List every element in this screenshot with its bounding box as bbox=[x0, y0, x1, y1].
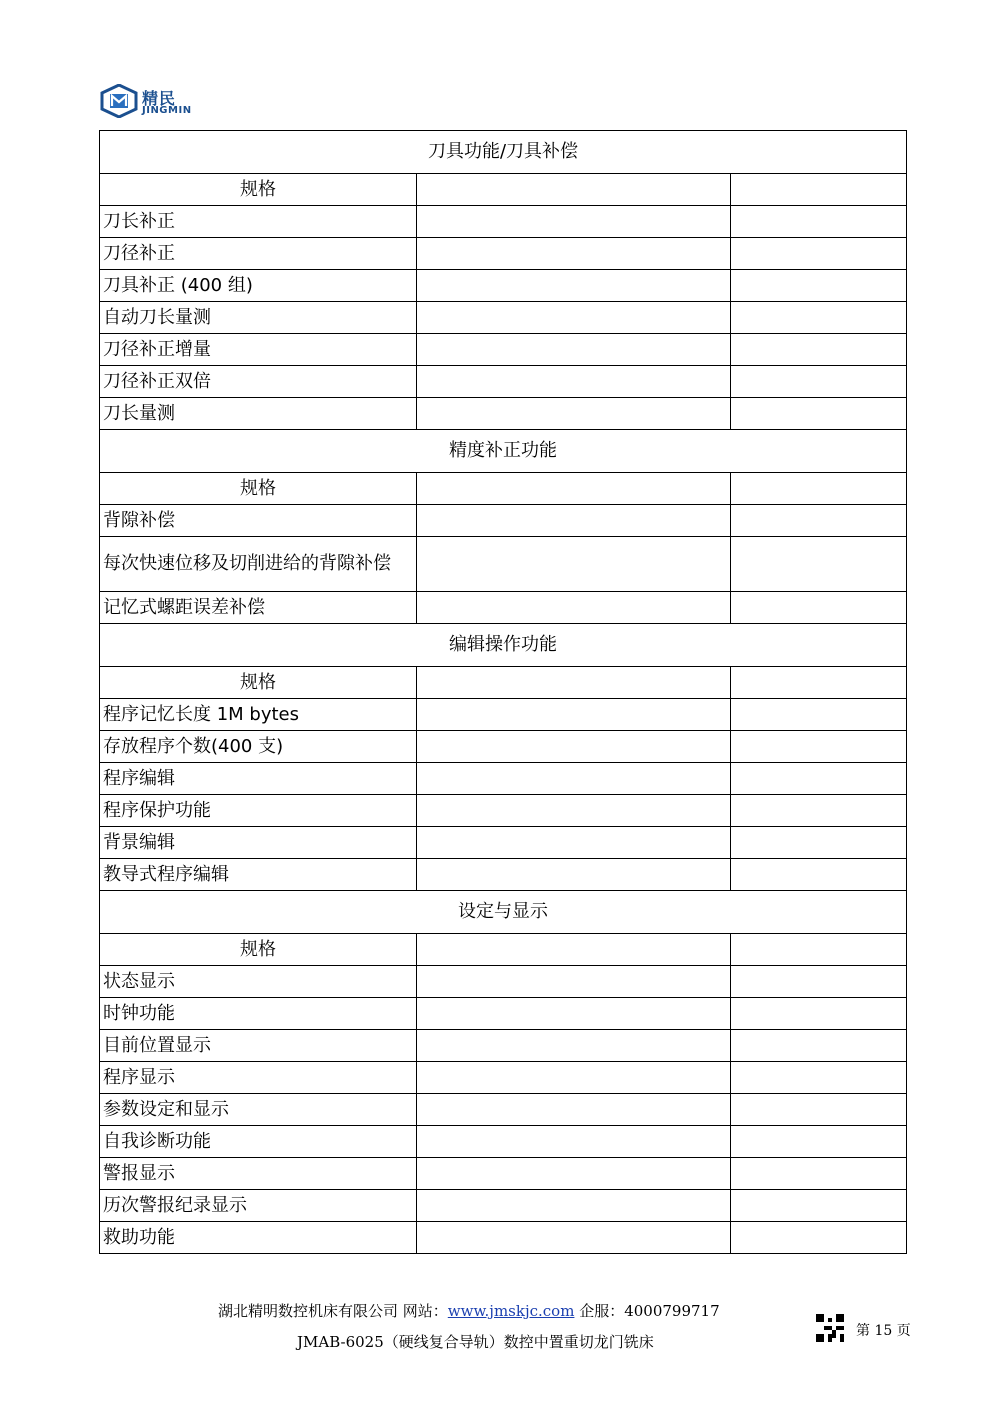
feature-name-cell: 存放程序个数(400 支) bbox=[100, 731, 417, 763]
empty-cell bbox=[731, 592, 907, 624]
empty-cell bbox=[731, 206, 907, 238]
empty-cell bbox=[417, 174, 731, 206]
empty-cell bbox=[731, 366, 907, 398]
feature-name-cell: 教导式程序编辑 bbox=[100, 859, 417, 891]
footer-company-line bbox=[218, 1300, 720, 1321]
empty-cell bbox=[417, 473, 731, 505]
empty-cell bbox=[731, 537, 907, 592]
table-row bbox=[100, 206, 907, 238]
table-row bbox=[100, 827, 907, 859]
empty-cell bbox=[417, 366, 731, 398]
table-row bbox=[100, 334, 907, 366]
table-row bbox=[100, 398, 907, 430]
empty-cell bbox=[417, 998, 731, 1030]
empty-cell bbox=[731, 827, 907, 859]
empty-cell bbox=[731, 998, 907, 1030]
section-title: 编辑操作功能 bbox=[100, 624, 907, 667]
table-row bbox=[100, 731, 907, 763]
empty-cell bbox=[417, 505, 731, 537]
empty-cell bbox=[731, 667, 907, 699]
logo-chinese-text: 精民 bbox=[142, 89, 177, 108]
feature-name-cell: 历次警报纪录显示 bbox=[100, 1190, 417, 1222]
logo-hexagon-icon bbox=[100, 84, 138, 118]
table-row bbox=[100, 1158, 907, 1190]
page-number: 第 15 页 bbox=[856, 1323, 911, 1339]
feature-name-cell: 救助功能 bbox=[100, 1222, 417, 1254]
section-title: 设定与显示 bbox=[100, 891, 907, 934]
table-row bbox=[100, 505, 907, 537]
table-row bbox=[100, 966, 907, 998]
qr-code-icon bbox=[816, 1314, 844, 1342]
footer-company: 湖北精明数控机床有限公司 网站： bbox=[218, 1302, 448, 1320]
footer-website-link[interactable]: www.jmskjc.com bbox=[447, 1302, 575, 1320]
feature-name-cell: 程序记忆长度 1M bytes bbox=[100, 699, 417, 731]
specification-table bbox=[99, 130, 907, 1254]
company-logo bbox=[100, 82, 210, 122]
section-title: 刀具功能/刀具补偿 bbox=[100, 131, 907, 174]
empty-cell bbox=[417, 1062, 731, 1094]
empty-cell bbox=[731, 1190, 907, 1222]
feature-name-cell: 程序保护功能 bbox=[100, 795, 417, 827]
feature-name-cell: 警报显示 bbox=[100, 1158, 417, 1190]
empty-cell bbox=[731, 1126, 907, 1158]
spec-header-cell: 规格 bbox=[100, 174, 417, 206]
empty-cell bbox=[417, 731, 731, 763]
table-row bbox=[100, 795, 907, 827]
empty-cell bbox=[417, 1030, 731, 1062]
feature-name-cell: 参数设定和显示 bbox=[100, 1094, 417, 1126]
empty-cell bbox=[417, 334, 731, 366]
empty-cell bbox=[417, 966, 731, 998]
empty-cell bbox=[417, 1190, 731, 1222]
empty-cell bbox=[417, 699, 731, 731]
table-row bbox=[100, 763, 907, 795]
empty-cell bbox=[731, 334, 907, 366]
table-row bbox=[100, 1030, 907, 1062]
empty-cell bbox=[731, 1158, 907, 1190]
empty-cell bbox=[417, 1158, 731, 1190]
table-row bbox=[100, 592, 907, 624]
table-row bbox=[100, 1126, 907, 1158]
table-row bbox=[100, 1094, 907, 1126]
empty-cell bbox=[731, 1062, 907, 1094]
feature-name-cell: 背景编辑 bbox=[100, 827, 417, 859]
empty-cell bbox=[731, 174, 907, 206]
footer-product-line: JMAB-6025（硬线复合导轨）数控中置重切龙门铣床 bbox=[297, 1333, 654, 1351]
empty-cell bbox=[731, 1030, 907, 1062]
section-title: 精度补正功能 bbox=[100, 430, 907, 473]
empty-cell bbox=[417, 934, 731, 966]
empty-cell bbox=[417, 795, 731, 827]
empty-cell bbox=[417, 592, 731, 624]
feature-name-cell: 时钟功能 bbox=[100, 998, 417, 1030]
table-row bbox=[100, 699, 907, 731]
empty-cell bbox=[417, 859, 731, 891]
feature-name-cell: 程序显示 bbox=[100, 1062, 417, 1094]
empty-cell bbox=[731, 966, 907, 998]
table-row bbox=[100, 302, 907, 334]
feature-name-cell: 状态显示 bbox=[100, 966, 417, 998]
empty-cell bbox=[731, 398, 907, 430]
section-title-row bbox=[100, 131, 907, 174]
empty-cell bbox=[417, 763, 731, 795]
empty-cell bbox=[731, 934, 907, 966]
empty-cell bbox=[731, 699, 907, 731]
empty-cell bbox=[417, 667, 731, 699]
feature-name-cell: 刀径补正 bbox=[100, 238, 417, 270]
feature-name-cell: 自动刀长量测 bbox=[100, 302, 417, 334]
section-header-row bbox=[100, 473, 907, 505]
empty-cell bbox=[731, 795, 907, 827]
feature-name-cell: 刀具补正 (400 组) bbox=[100, 270, 417, 302]
section-title-row bbox=[100, 624, 907, 667]
table-row bbox=[100, 998, 907, 1030]
empty-cell bbox=[731, 473, 907, 505]
feature-name-cell: 记忆式螺距误差补偿 bbox=[100, 592, 417, 624]
empty-cell bbox=[731, 1222, 907, 1254]
feature-name-cell: 目前位置显示 bbox=[100, 1030, 417, 1062]
empty-cell bbox=[417, 270, 731, 302]
table-row bbox=[100, 537, 907, 592]
empty-cell bbox=[731, 763, 907, 795]
empty-cell bbox=[417, 537, 731, 592]
empty-cell bbox=[417, 1222, 731, 1254]
empty-cell bbox=[731, 505, 907, 537]
spec-header-cell: 规格 bbox=[100, 667, 417, 699]
feature-name-cell: 每次快速位移及切削进给的背隙补偿 bbox=[100, 537, 417, 592]
empty-cell bbox=[731, 302, 907, 334]
empty-cell bbox=[417, 827, 731, 859]
spec-header-cell: 规格 bbox=[100, 473, 417, 505]
footer-service: 企服：4000799717 bbox=[574, 1302, 720, 1320]
empty-cell bbox=[417, 1094, 731, 1126]
section-header-row bbox=[100, 667, 907, 699]
feature-name-cell: 程序编辑 bbox=[100, 763, 417, 795]
table-row bbox=[100, 238, 907, 270]
logo-english-text: JINGMIN bbox=[142, 105, 192, 116]
section-title-row bbox=[100, 430, 907, 473]
feature-name-cell: 自我诊断功能 bbox=[100, 1126, 417, 1158]
empty-cell bbox=[417, 302, 731, 334]
empty-cell bbox=[417, 398, 731, 430]
empty-cell bbox=[417, 238, 731, 270]
empty-cell bbox=[731, 270, 907, 302]
feature-name-cell: 刀长量测 bbox=[100, 398, 417, 430]
empty-cell bbox=[731, 238, 907, 270]
empty-cell bbox=[731, 1094, 907, 1126]
section-header-row bbox=[100, 174, 907, 206]
section-header-row bbox=[100, 934, 907, 966]
table-row bbox=[100, 366, 907, 398]
table-row bbox=[100, 1190, 907, 1222]
section-title-row bbox=[100, 891, 907, 934]
empty-cell bbox=[731, 859, 907, 891]
table-row bbox=[100, 1222, 907, 1254]
feature-name-cell: 背隙补偿 bbox=[100, 505, 417, 537]
feature-name-cell: 刀长补正 bbox=[100, 206, 417, 238]
feature-name-cell: 刀径补正增量 bbox=[100, 334, 417, 366]
empty-cell bbox=[417, 1126, 731, 1158]
spec-header-cell: 规格 bbox=[100, 934, 417, 966]
empty-cell bbox=[731, 731, 907, 763]
table-row bbox=[100, 270, 907, 302]
empty-cell bbox=[417, 206, 731, 238]
table-row bbox=[100, 859, 907, 891]
feature-name-cell: 刀径补正双倍 bbox=[100, 366, 417, 398]
table-row bbox=[100, 1062, 907, 1094]
